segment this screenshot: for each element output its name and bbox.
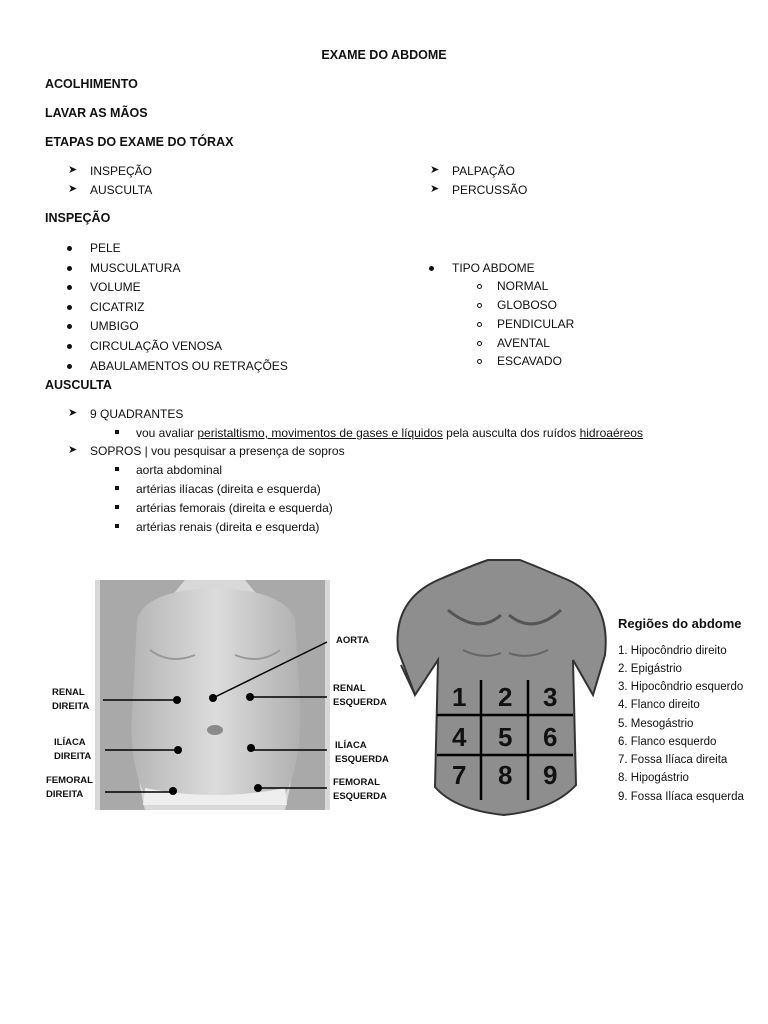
heading-inspecao: INSPEÇÃO xyxy=(45,211,111,225)
inspecao-item: CICATRIZ xyxy=(90,300,145,314)
etapa-item: AUSCULTA xyxy=(90,183,153,197)
label-renal-esquerda: RENAL xyxy=(333,683,366,694)
detail-text: vou avaliar xyxy=(136,426,198,440)
circle-bullet-icon xyxy=(477,322,482,327)
page-title: EXAME DO ABDOME xyxy=(321,48,447,62)
square-bullet-icon xyxy=(115,486,119,490)
tipo-abdome-label: TIPO ABDOME xyxy=(452,261,535,275)
sopros-subitem: artérias ilíacas (direita e esquerda) xyxy=(136,482,321,496)
bullet-icon xyxy=(67,364,72,369)
tipo-abdome-option: ESCAVADO xyxy=(497,354,562,368)
region-number: 9 xyxy=(543,760,558,790)
bullet-icon xyxy=(67,266,72,271)
inspecao-item: VOLUME xyxy=(90,280,141,294)
circle-bullet-icon xyxy=(477,284,482,289)
inspecao-item: ABAULAMENTOS OU RETRAÇÕES xyxy=(90,359,288,373)
regiao-item: 5. Mesogástrio xyxy=(618,718,694,730)
circle-bullet-icon xyxy=(477,303,482,308)
label-iliaca-direita: ILÍACA xyxy=(54,737,86,748)
heading-ausculta: AUSCULTA xyxy=(45,378,112,392)
arrow-bullet-icon: ➤ xyxy=(68,164,78,176)
tipo-abdome-option: GLOBOSO xyxy=(497,298,558,312)
region-number: 3 xyxy=(543,682,558,712)
regiao-item: 9. Fossa Ilíaca esquerda xyxy=(618,791,744,803)
inspecao-item: MUSCULATURA xyxy=(90,261,181,275)
tipo-abdome-option: NORMAL xyxy=(497,279,549,293)
label-femoral-esquerda: FEMORAL xyxy=(333,777,380,788)
label-femoral-direita-2: DIREITA xyxy=(46,789,84,800)
square-bullet-icon xyxy=(115,505,119,509)
square-bullet-icon xyxy=(115,467,119,471)
label-renal-direita: RENAL xyxy=(52,687,85,698)
arrow-bullet-icon: ➤ xyxy=(68,444,78,456)
regiao-item: 3. Hipocôndrio esquerdo xyxy=(618,681,744,693)
region-number: 7 xyxy=(452,760,467,790)
region-number: 1 xyxy=(452,682,467,712)
label-renal-esquerda-2: ESQUERDA xyxy=(333,697,387,708)
region-number: 4 xyxy=(452,722,467,752)
quadrantes-item: 9 QUADRANTES xyxy=(90,407,184,421)
label-renal-direita-2: DIREITA xyxy=(52,701,90,712)
etapa-item: PERCUSSÃO xyxy=(452,183,528,197)
regiao-item: 6. Flanco esquerdo xyxy=(618,736,717,748)
regiao-item: 2. Epigástrio xyxy=(618,663,682,675)
regiao-item: 8. Hipogástrio xyxy=(618,772,689,784)
detail-underlined: peristaltismo, movimentos de gases e líquidos xyxy=(197,426,443,440)
regiao-item: 1. Hipocôndrio direito xyxy=(618,645,727,657)
bullet-icon xyxy=(429,266,434,271)
sopros-subitem: artérias renais (direita e esquerda) xyxy=(136,520,320,534)
etapa-item: INSPEÇÃO xyxy=(90,164,153,178)
arrow-bullet-icon: ➤ xyxy=(68,407,78,419)
etapa-item: PALPAÇÃO xyxy=(452,164,515,178)
detail-text: pela ausculta dos ruídos xyxy=(442,426,580,440)
bullet-icon xyxy=(67,344,72,349)
sopros-subitem: aorta abdominal xyxy=(136,463,223,477)
arrow-bullet-icon: ➤ xyxy=(68,183,78,195)
label-iliaca-direita-2: DIREITA xyxy=(54,751,92,762)
bullet-icon xyxy=(67,285,72,290)
label-femoral-direita: FEMORAL xyxy=(46,775,93,786)
tipo-abdome-option: PENDICULAR xyxy=(497,317,575,331)
arrow-bullet-icon: ➤ xyxy=(430,183,440,195)
region-number: 5 xyxy=(498,722,513,752)
bullet-icon xyxy=(67,246,72,251)
heading-lavar-maos: LAVAR AS MÃOS xyxy=(45,106,148,120)
bullet-icon xyxy=(67,324,72,329)
bullet-icon xyxy=(67,305,72,310)
regiao-item: 4. Flanco direito xyxy=(618,699,700,711)
tipo-abdome-option: AVENTAL xyxy=(497,336,550,350)
region-number: 6 xyxy=(543,722,558,752)
label-aorta: AORTA xyxy=(336,635,370,646)
square-bullet-icon xyxy=(115,430,119,434)
inspecao-item: CIRCULAÇÃO VENOSA xyxy=(90,339,223,353)
regiao-item: 7. Fossa Ilíaca direita xyxy=(618,754,728,766)
heading-acolhimento: ACOLHIMENTO xyxy=(45,77,138,91)
circle-bullet-icon xyxy=(477,341,482,346)
inspecao-item: PELE xyxy=(90,241,121,255)
square-bullet-icon xyxy=(115,524,119,528)
inspecao-item: UMBIGO xyxy=(90,319,139,333)
label-femoral-esquerda-2: ESQUERDA xyxy=(333,791,387,802)
label-iliaca-esquerda: ILÍACA xyxy=(335,740,367,751)
heading-etapas: ETAPAS DO EXAME DO TÓRAX xyxy=(45,135,234,149)
regioes-title: Regiões do abdome xyxy=(618,616,742,631)
detail-underlined: hidroaéreos xyxy=(579,426,643,440)
region-number: 2 xyxy=(498,682,513,712)
region-number: 8 xyxy=(498,760,513,790)
sopros-item: SOPROS | vou pesquisar a presença de sopros xyxy=(90,444,345,458)
label-iliaca-esquerda-2: ESQUERDA xyxy=(335,754,389,765)
circle-bullet-icon xyxy=(477,359,482,364)
arrow-bullet-icon: ➤ xyxy=(430,164,440,176)
sopros-subitem: artérias femorais (direita e esquerda) xyxy=(136,501,333,515)
quadrantes-detail xyxy=(136,426,643,440)
